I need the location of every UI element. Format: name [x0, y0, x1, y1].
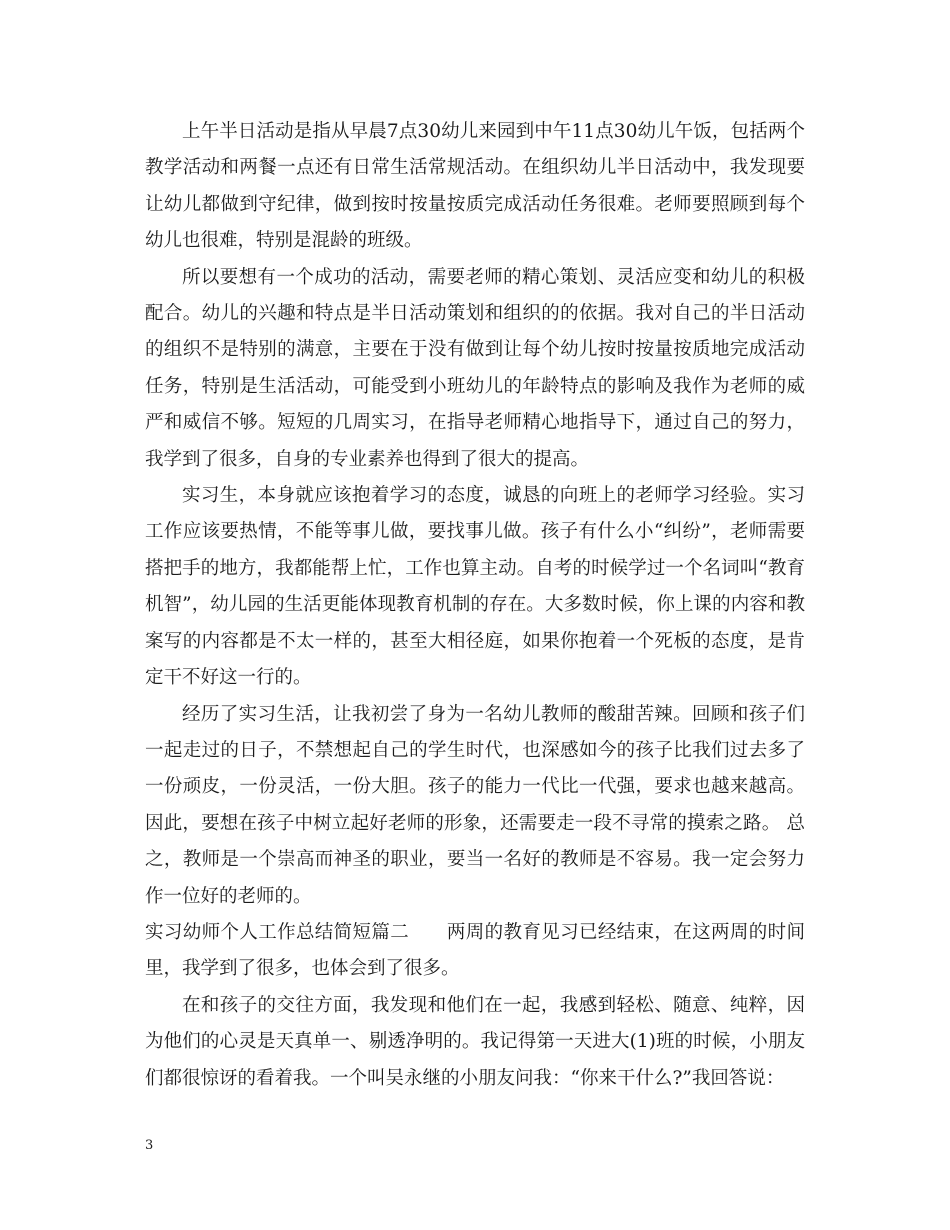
document-body — [145, 114, 805, 1097]
page-number: 3 — [145, 1138, 154, 1153]
paragraph-half-day-activity: 上午半日活动是指从早晨7点30幼儿来园到中午11点30幼儿午饭，包括两个教学活动和两餐一点还有日常生活常规活动。在组织幼儿半日活动中，我发现要让幼儿都做到守纪律，做到按时按量按质完成活动任务很难。老师要照顾到每个幼儿也很难，特别是混龄的班级。 — [145, 121, 805, 252]
paragraph-intern-experience: 经历了实习生活，让我初尝了身为一名幼儿教师的酸甜苦辣。回顾和孩子们一起走过的日子，不禁想起自己的学生时代，也深感如今的孩子比我们过去多了一份顽皮，一份灵活，一份大胆。孩子的能力一代比一代强，要求也越来越高。因此，要想在孩子中树立起好老师的形象，还需要走一段不寻常的摸索之路。 总之，教师是一个崇高而神圣的职业，要当一名好的教师是不容易。我一定会努力作一位好的老师的。 — [145, 703, 805, 907]
paragraph-section-two-heading: 实习幼师个人工作总结简短篇二 两周的教育见习已经结束，在这两周的时间里，我学到了很多，也体会到了很多。 — [145, 921, 805, 980]
paragraph-intern-attitude: 实习生，本身就应该抱着学习的态度，诚恳的向班上的老师学习经验。实习工作应该要热情，不能等事儿做，要找事儿做。孩子有什么小“纠纷”，老师需要搭把手的地方，我都能帮上忙，工作也算主动。自考的时候学过一个名词叫“教育机智”，幼儿园的生活更能体现教育机制的存在。大多数时候，你上课的内容和教案写的内容都是不太一样的，甚至大相径庭，如果你抱着一个死板的态度，是肯定干不好这一行的。 — [145, 485, 805, 689]
paragraph-successful-activity: 所以要想有一个成功的活动，需要老师的精心策划、灵活应变和幼儿的积极配合。幼儿的兴趣和特点是半日活动策划和组织的的依据。我对自己的半日活动的组织不是特别的满意，主要在于没有做到让每个幼儿按时按量按质地完成活动任务，特别是生活活动，可能受到小班幼儿的年龄特点的影响及我作为老师的威严和威信不够。短短的几周实习，在指导老师精心地指导下，通过自己的努力，我学到了很多，自身的专业素养也得到了很大的提高。 — [145, 266, 805, 470]
paragraph-interaction-with-children: 在和孩子的交往方面，我发现和他们在一起，我感到轻松、随意、纯粹，因为他们的心灵是天真单一、剔透净明的。我记得第一天进大(1)班的时候，小朋友们都很惊讶的看着我。一个叫吴永继的小朋友问我：“你来干什么?”我回答说： — [145, 994, 805, 1089]
